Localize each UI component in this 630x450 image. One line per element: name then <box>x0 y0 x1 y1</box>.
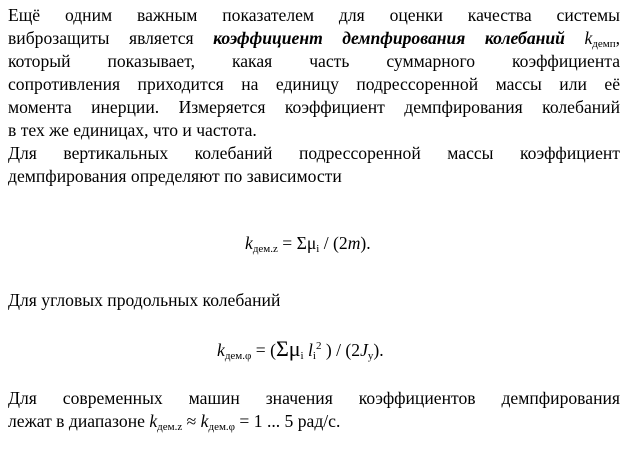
text-line: Для современных машин значения коэффициентов демпфирования <box>8 388 620 408</box>
text-line: Ещё одним важным показателем для оценки качества системы <box>8 5 620 25</box>
text-run: виброзащиты является <box>8 28 214 48</box>
symbol-J: J <box>360 340 368 360</box>
text-line: Для вертикальных колебаний подрессоренной массы коэффициент <box>8 143 620 163</box>
text-run: , <box>615 28 620 48</box>
text-run: лежат в диапазоне <box>8 411 150 431</box>
symbol-m: m <box>347 233 361 253</box>
superscript: 2 <box>315 340 322 352</box>
symbol-k: k <box>149 411 158 431</box>
formula-angular <box>217 337 477 362</box>
symbol-k: k <box>245 233 253 253</box>
text-line <box>8 27 620 50</box>
paragraph-modern-values <box>8 387 620 433</box>
text-line: момента инерции. Измеряется коэффициент демпфирования колебаний <box>8 97 620 117</box>
subscript: y <box>367 350 374 362</box>
symbol-k: k <box>200 411 209 431</box>
formula-text: = ( <box>251 340 276 360</box>
formula-text: / (2 <box>319 233 348 253</box>
symbol-l: l <box>303 340 313 360</box>
text-line: демпфирования определяют по зависимости <box>8 166 342 186</box>
subscript: дем.z <box>157 421 183 433</box>
formula-text: ). <box>360 233 371 253</box>
approx-sign: ≈ <box>182 411 201 431</box>
subscript: i <box>316 243 320 255</box>
text-run: = 1 ... 5 рад/с. <box>235 411 341 431</box>
term-damping-coefficient: коэффициент демпфирования колебаний <box>213 28 565 48</box>
formula-vertical <box>245 232 445 255</box>
subscript: i <box>312 350 316 362</box>
paragraph-damping-intro <box>8 4 620 142</box>
subscript: демп <box>592 38 616 50</box>
text-line <box>8 410 620 433</box>
text-line: сопротивления приходится на единицу подрессоренной массы или её <box>8 74 620 94</box>
subscript: дем.φ <box>224 350 252 362</box>
subscript: i <box>300 350 304 362</box>
formula-text: ) / (2 <box>321 340 361 360</box>
symbol-k: k <box>584 28 593 48</box>
subscript: дем.φ <box>208 421 236 433</box>
subscript: дем.z <box>252 243 278 255</box>
paragraph-angular-oscillations: Для угловых продольных колебаний <box>8 290 281 310</box>
text-line: в тех же единицах, что и частота. <box>8 120 257 140</box>
formula-text: ). <box>373 340 384 360</box>
text-line: который показывает, какая часть суммарного коэффициента <box>8 51 620 71</box>
paragraph-vertical-oscillations <box>8 142 620 188</box>
sigma-mu-symbol: Σμ <box>275 336 301 361</box>
symbol-k: k <box>217 340 225 360</box>
formula-text: = Σμ <box>277 233 317 253</box>
